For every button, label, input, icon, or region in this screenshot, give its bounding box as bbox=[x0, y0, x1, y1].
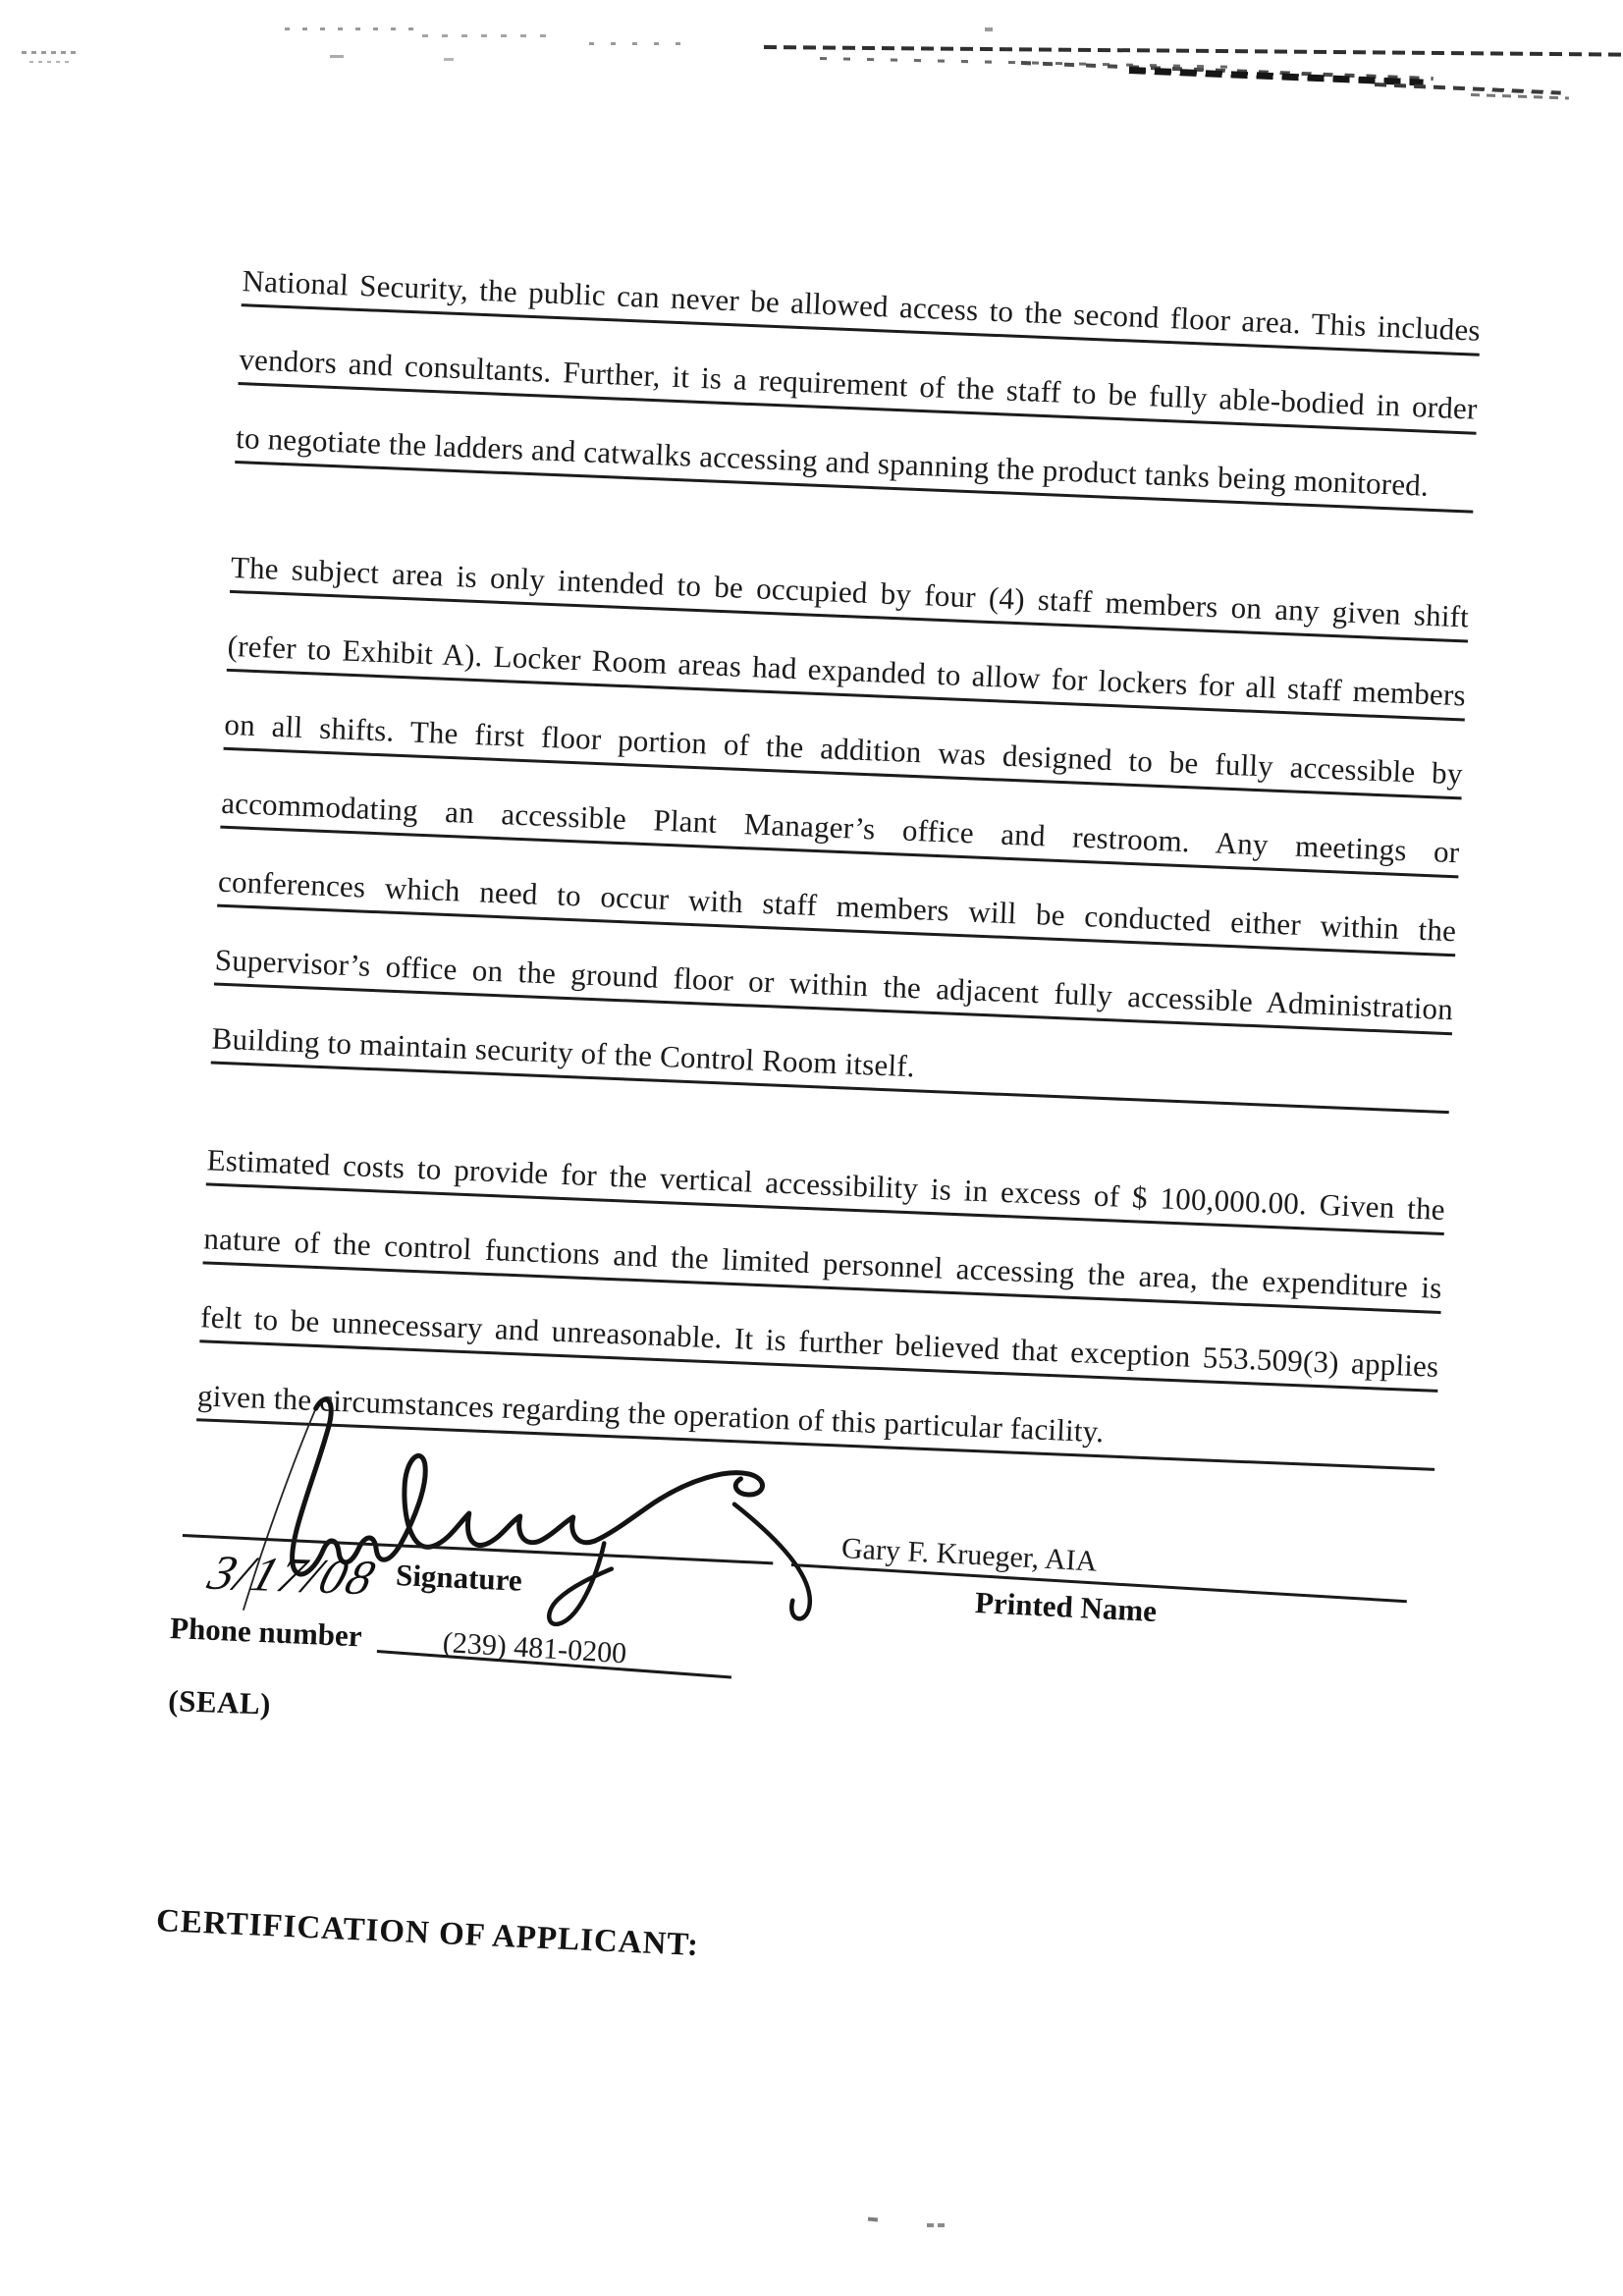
paragraph-line: (refer to Exhibit A). Locker Room areas had expanded to allow for lockers for all staff members bbox=[225, 627, 1466, 755]
paragraph-line: to negotiate the ladders and catwalks accessing and spanning the product tanks being monitored. bbox=[234, 418, 1475, 547]
paragraph-line: felt to be unnecessary and unreasonable. It is further believed that exception 553.509(3) applies bbox=[198, 1297, 1439, 1426]
printed-name-value: Gary F. Krueger, AIA bbox=[840, 1532, 1099, 1578]
paragraph-line: conferences which need to occur with staff members will be conducted either within the bbox=[216, 862, 1457, 991]
phone-number-label: Phone number bbox=[169, 1611, 363, 1654]
paragraph-line: on all shifts. The first floor portion of the addition was designed to be fully accessible by bbox=[222, 705, 1463, 834]
phone-number-value: (239) 481-0200 bbox=[441, 1626, 628, 1670]
paragraph-line: nature of the control functions and the limited personnel accessing the area, the expenditure is bbox=[201, 1219, 1442, 1347]
paragraph-occupancy bbox=[209, 548, 1469, 1147]
paragraph-line: Supervisor’s office on the ground floor or within the adjacent fully accessible Administration bbox=[213, 941, 1454, 1069]
paragraph-security bbox=[234, 261, 1482, 546]
seal-label: (SEAL) bbox=[167, 1683, 272, 1722]
paragraph-line: National Security, the public can never be allowed access to the second floor area. This includes bbox=[240, 261, 1481, 390]
paragraph-line: The subject area is only intended to be occupied by four (4) staff members on any given shift bbox=[229, 548, 1470, 677]
scan-speck bbox=[985, 27, 993, 31]
paragraph-line: vendors and consultants. Further, it is a requirement of the staff to be fully able-bodied in order bbox=[237, 340, 1478, 468]
printed-name-label: Printed Name bbox=[974, 1585, 1158, 1628]
handwritten-date: 3/17/08 bbox=[201, 1544, 384, 1606]
paragraph-line: accommodating an accessible Plant Manager’s office and restroom. Any meetings or bbox=[219, 784, 1460, 912]
paragraph-line: given the circumstances regarding the operation of this particular facility. bbox=[195, 1376, 1436, 1504]
paragraph-line: Building to maintain security of the Control Room itself. bbox=[209, 1019, 1450, 1148]
handwritten-signature bbox=[183, 1387, 854, 1644]
signature-label: Signature bbox=[395, 1558, 523, 1598]
paragraph-line: Estimated costs to provide for the vertical accessibility is in excess of $ 100,000.00. Given the bbox=[204, 1140, 1445, 1269]
certification-heading: CERTIFICATION OF APPLICANT: bbox=[155, 1903, 700, 1964]
text-column bbox=[195, 261, 1482, 1504]
